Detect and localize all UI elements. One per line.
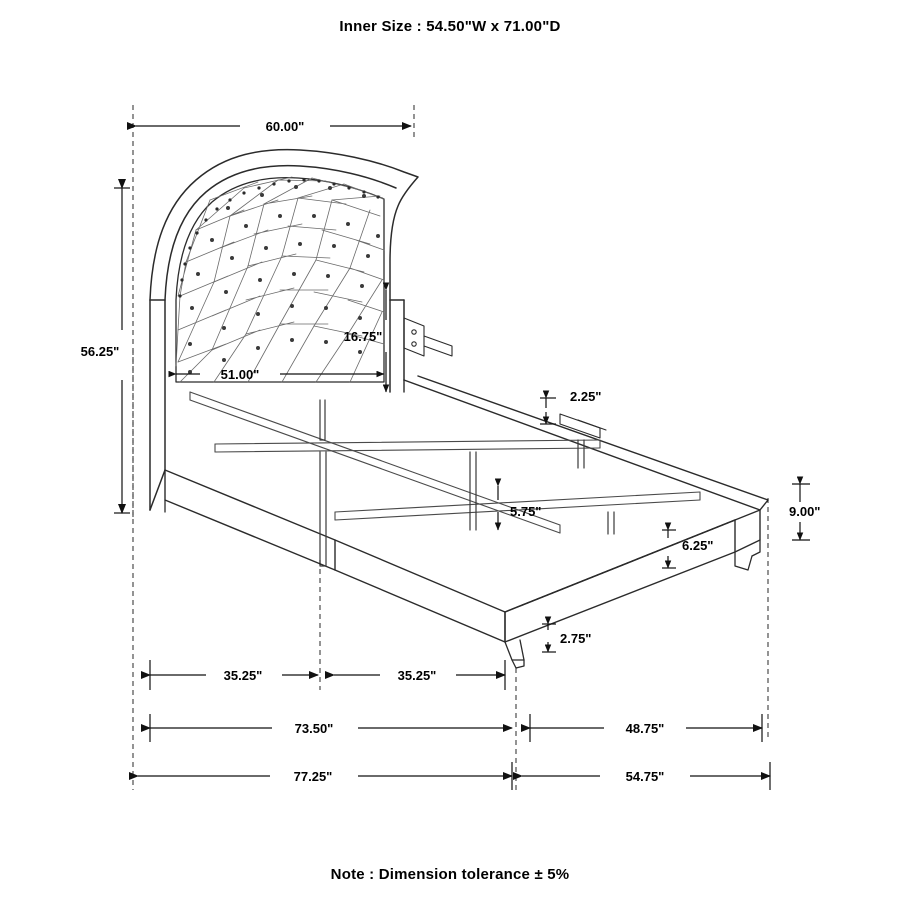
dimension-labels (81, 119, 821, 784)
dim-panel-to-rail: 16.75" (343, 329, 383, 344)
dim-overall-width: 54.75" (625, 769, 665, 784)
dim-overall-length-inner: 73.50" (294, 721, 334, 736)
dim-leg-height: 2.75" (560, 631, 592, 646)
dim-headboard-panel-width: 51.00" (220, 367, 260, 382)
dim-overall-width-inner: 48.75" (625, 721, 665, 736)
dim-headboard-width: 60.00" (265, 119, 305, 134)
tolerance-note: Note : Dimension tolerance ± 5% (330, 866, 570, 883)
dim-overall-length: 77.25" (293, 769, 333, 784)
bed-illustration (150, 150, 768, 668)
dim-half-length-front: 35.25" (223, 668, 263, 683)
dim-half-length-back: 35.25" (397, 668, 437, 683)
dim-slat-height: 5.75" (510, 504, 542, 519)
dimension-lines (114, 126, 810, 790)
bed-legs (165, 500, 760, 668)
dim-rail-thickness: 2.25" (570, 389, 602, 404)
slat-support-system (190, 318, 700, 566)
page-title: Inner Size : 54.50"W x 71.00"D (339, 18, 561, 35)
dim-deck-height: 9.00" (789, 504, 821, 519)
dim-headboard-height: 56.25" (80, 344, 120, 359)
dim-side-rail-height: 6.25" (682, 538, 714, 553)
headboard-tufted-panel (176, 177, 384, 382)
